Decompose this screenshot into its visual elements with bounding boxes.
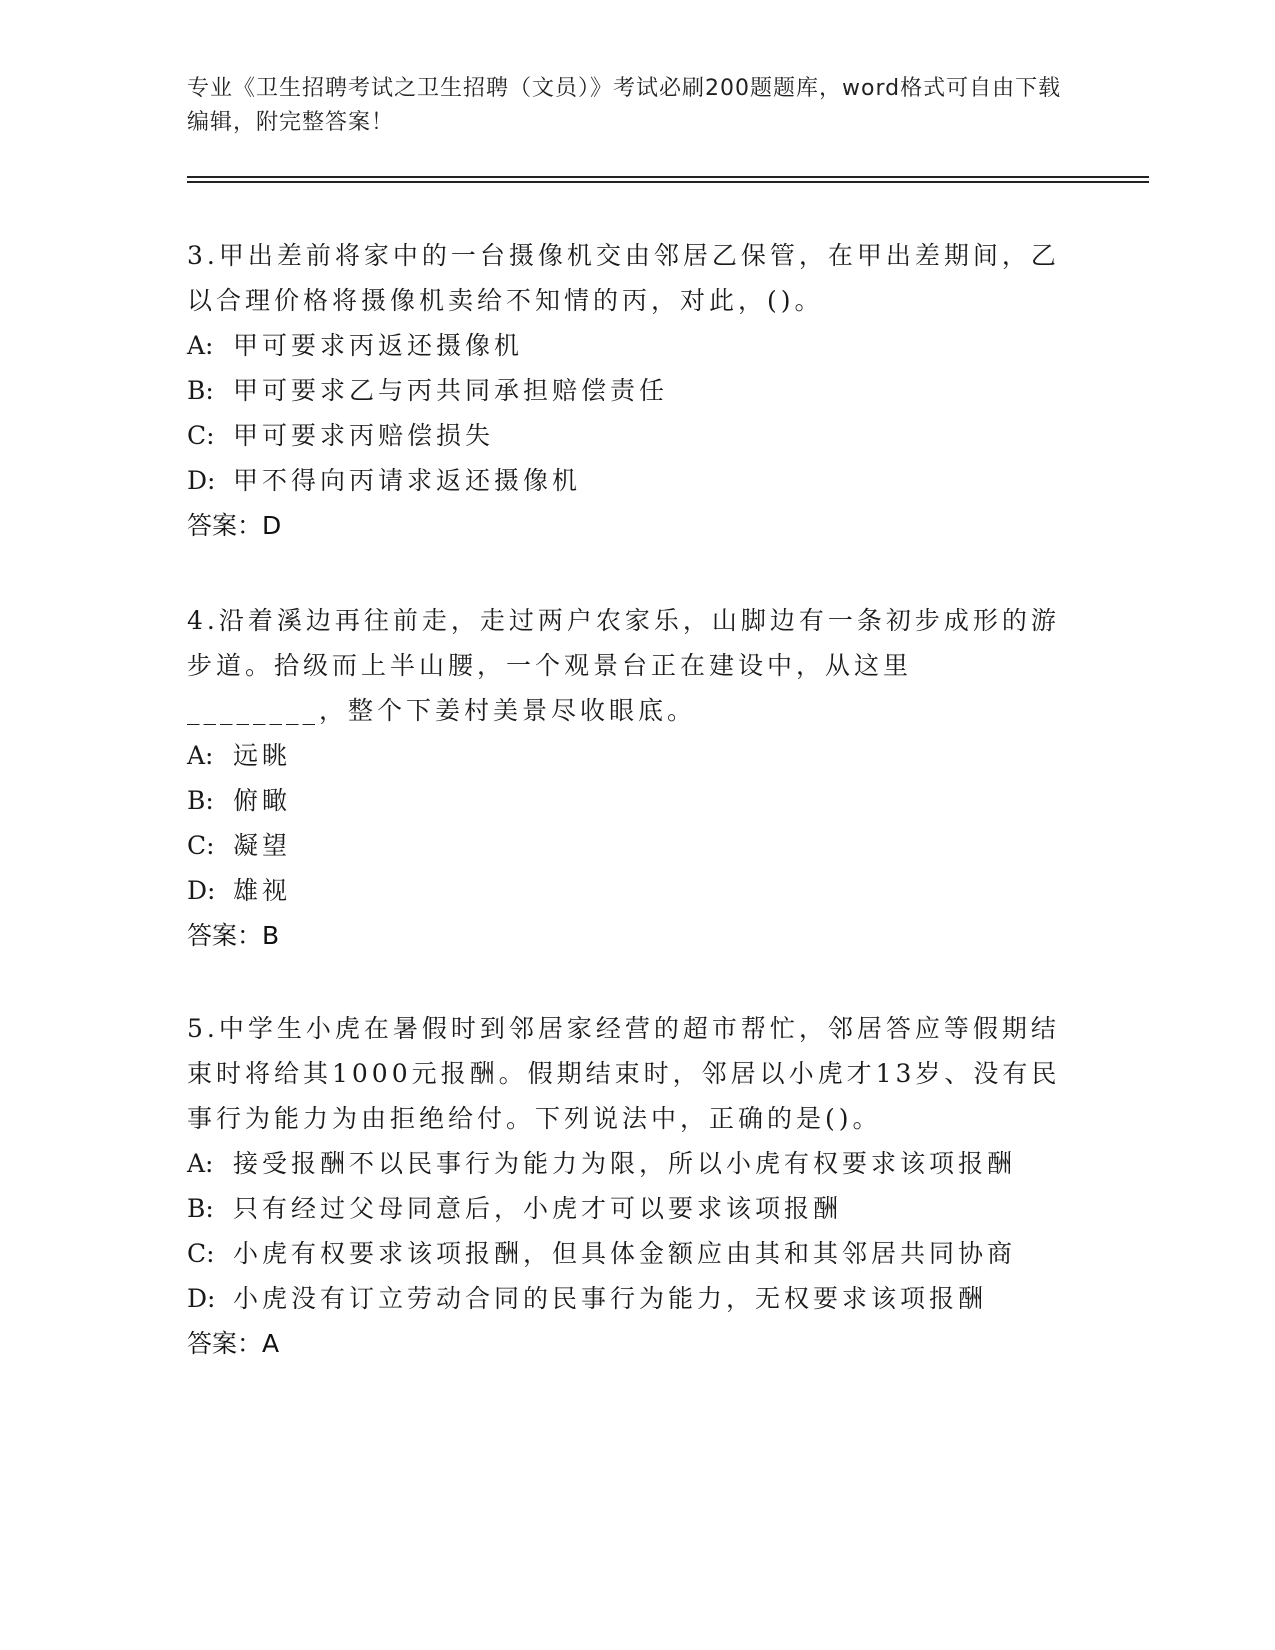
option-text: 雄视	[233, 876, 292, 905]
option-key: B:	[187, 786, 214, 815]
answer-label: 答案：D	[187, 511, 282, 540]
option-d	[187, 458, 1067, 503]
option-key: D:	[187, 876, 216, 905]
answer-label: 答案：B	[187, 921, 280, 950]
header-rule-top	[187, 176, 1149, 178]
option-c	[187, 823, 1067, 868]
option-a	[187, 323, 1067, 368]
option-key: A:	[187, 1149, 214, 1178]
option-text: 小虎有权要求该项报酬，但具体金额应由其和其邻居共同协商	[233, 1239, 1017, 1268]
option-key: B:	[187, 376, 214, 405]
option-text: 接受报酬不以民事行为能力为限，所以小虎有权要求该项报酬	[233, 1149, 1017, 1178]
option-d	[187, 868, 1067, 913]
option-text: 凝望	[233, 831, 292, 860]
option-text: 甲可要求乙与丙共同承担赔偿责任	[233, 376, 669, 405]
question-3	[187, 233, 1067, 548]
option-key: C:	[187, 831, 215, 860]
question-stem: 4.沿着溪边再往前走，走过两户农家乐，山脚边有一条初步成形的游步道。拾级而上半山腰，一个观景台正在建设中，从这里________，整个下姜村美景尽收眼底。	[187, 606, 1060, 725]
option-a	[187, 733, 1067, 778]
header-rule-bottom	[187, 181, 1149, 183]
option-text: 甲可要求丙赔偿损失	[233, 421, 495, 450]
option-c	[187, 1231, 1067, 1276]
option-text: 俯瞰	[233, 786, 292, 815]
option-key: B:	[187, 1194, 214, 1223]
option-b	[187, 778, 1067, 823]
option-key: A:	[187, 741, 214, 770]
option-key: C:	[187, 421, 215, 450]
option-key: A:	[187, 331, 214, 360]
answer-label: 答案：A	[187, 1329, 280, 1358]
option-text: 小虎没有订立劳动合同的民事行为能力，无权要求该项报酬	[233, 1284, 988, 1313]
question-stem: 5.中学生小虎在暑假时到邻居家经营的超市帮忙，邻居答应等假期结束时将给其1000元报酬。假期结束时，邻居以小虎才13岁、没有民事行为能力为由拒绝给付。下列说法中，正确的是()。	[187, 1014, 1061, 1133]
option-d	[187, 1276, 1067, 1321]
option-c	[187, 413, 1067, 458]
question-stem: 3.甲出差前将家中的一台摄像机交由邻居乙保管，在甲出差期间，乙以合理价格将摄像机卖给不知情的丙，对此，()。	[187, 241, 1060, 315]
option-b	[187, 368, 1067, 413]
option-text: 只有经过父母同意后，小虎才可以要求该项报酬	[233, 1194, 843, 1223]
option-key: D:	[187, 1284, 216, 1313]
option-a	[187, 1141, 1067, 1186]
question-4	[187, 598, 1067, 958]
option-b	[187, 1186, 1067, 1231]
option-key: C:	[187, 1239, 215, 1268]
option-key: D:	[187, 466, 216, 495]
option-text: 甲可要求丙返还摄像机	[233, 331, 524, 360]
option-text: 甲不得向丙请求返还摄像机	[233, 466, 582, 495]
document-header: 专业《卫生招聘考试之卫生招聘（文员）》考试必刷200题题库，word格式可自由下载编辑，附完整答案！	[187, 76, 1062, 135]
question-5	[187, 1006, 1067, 1366]
option-text: 远眺	[233, 741, 292, 770]
